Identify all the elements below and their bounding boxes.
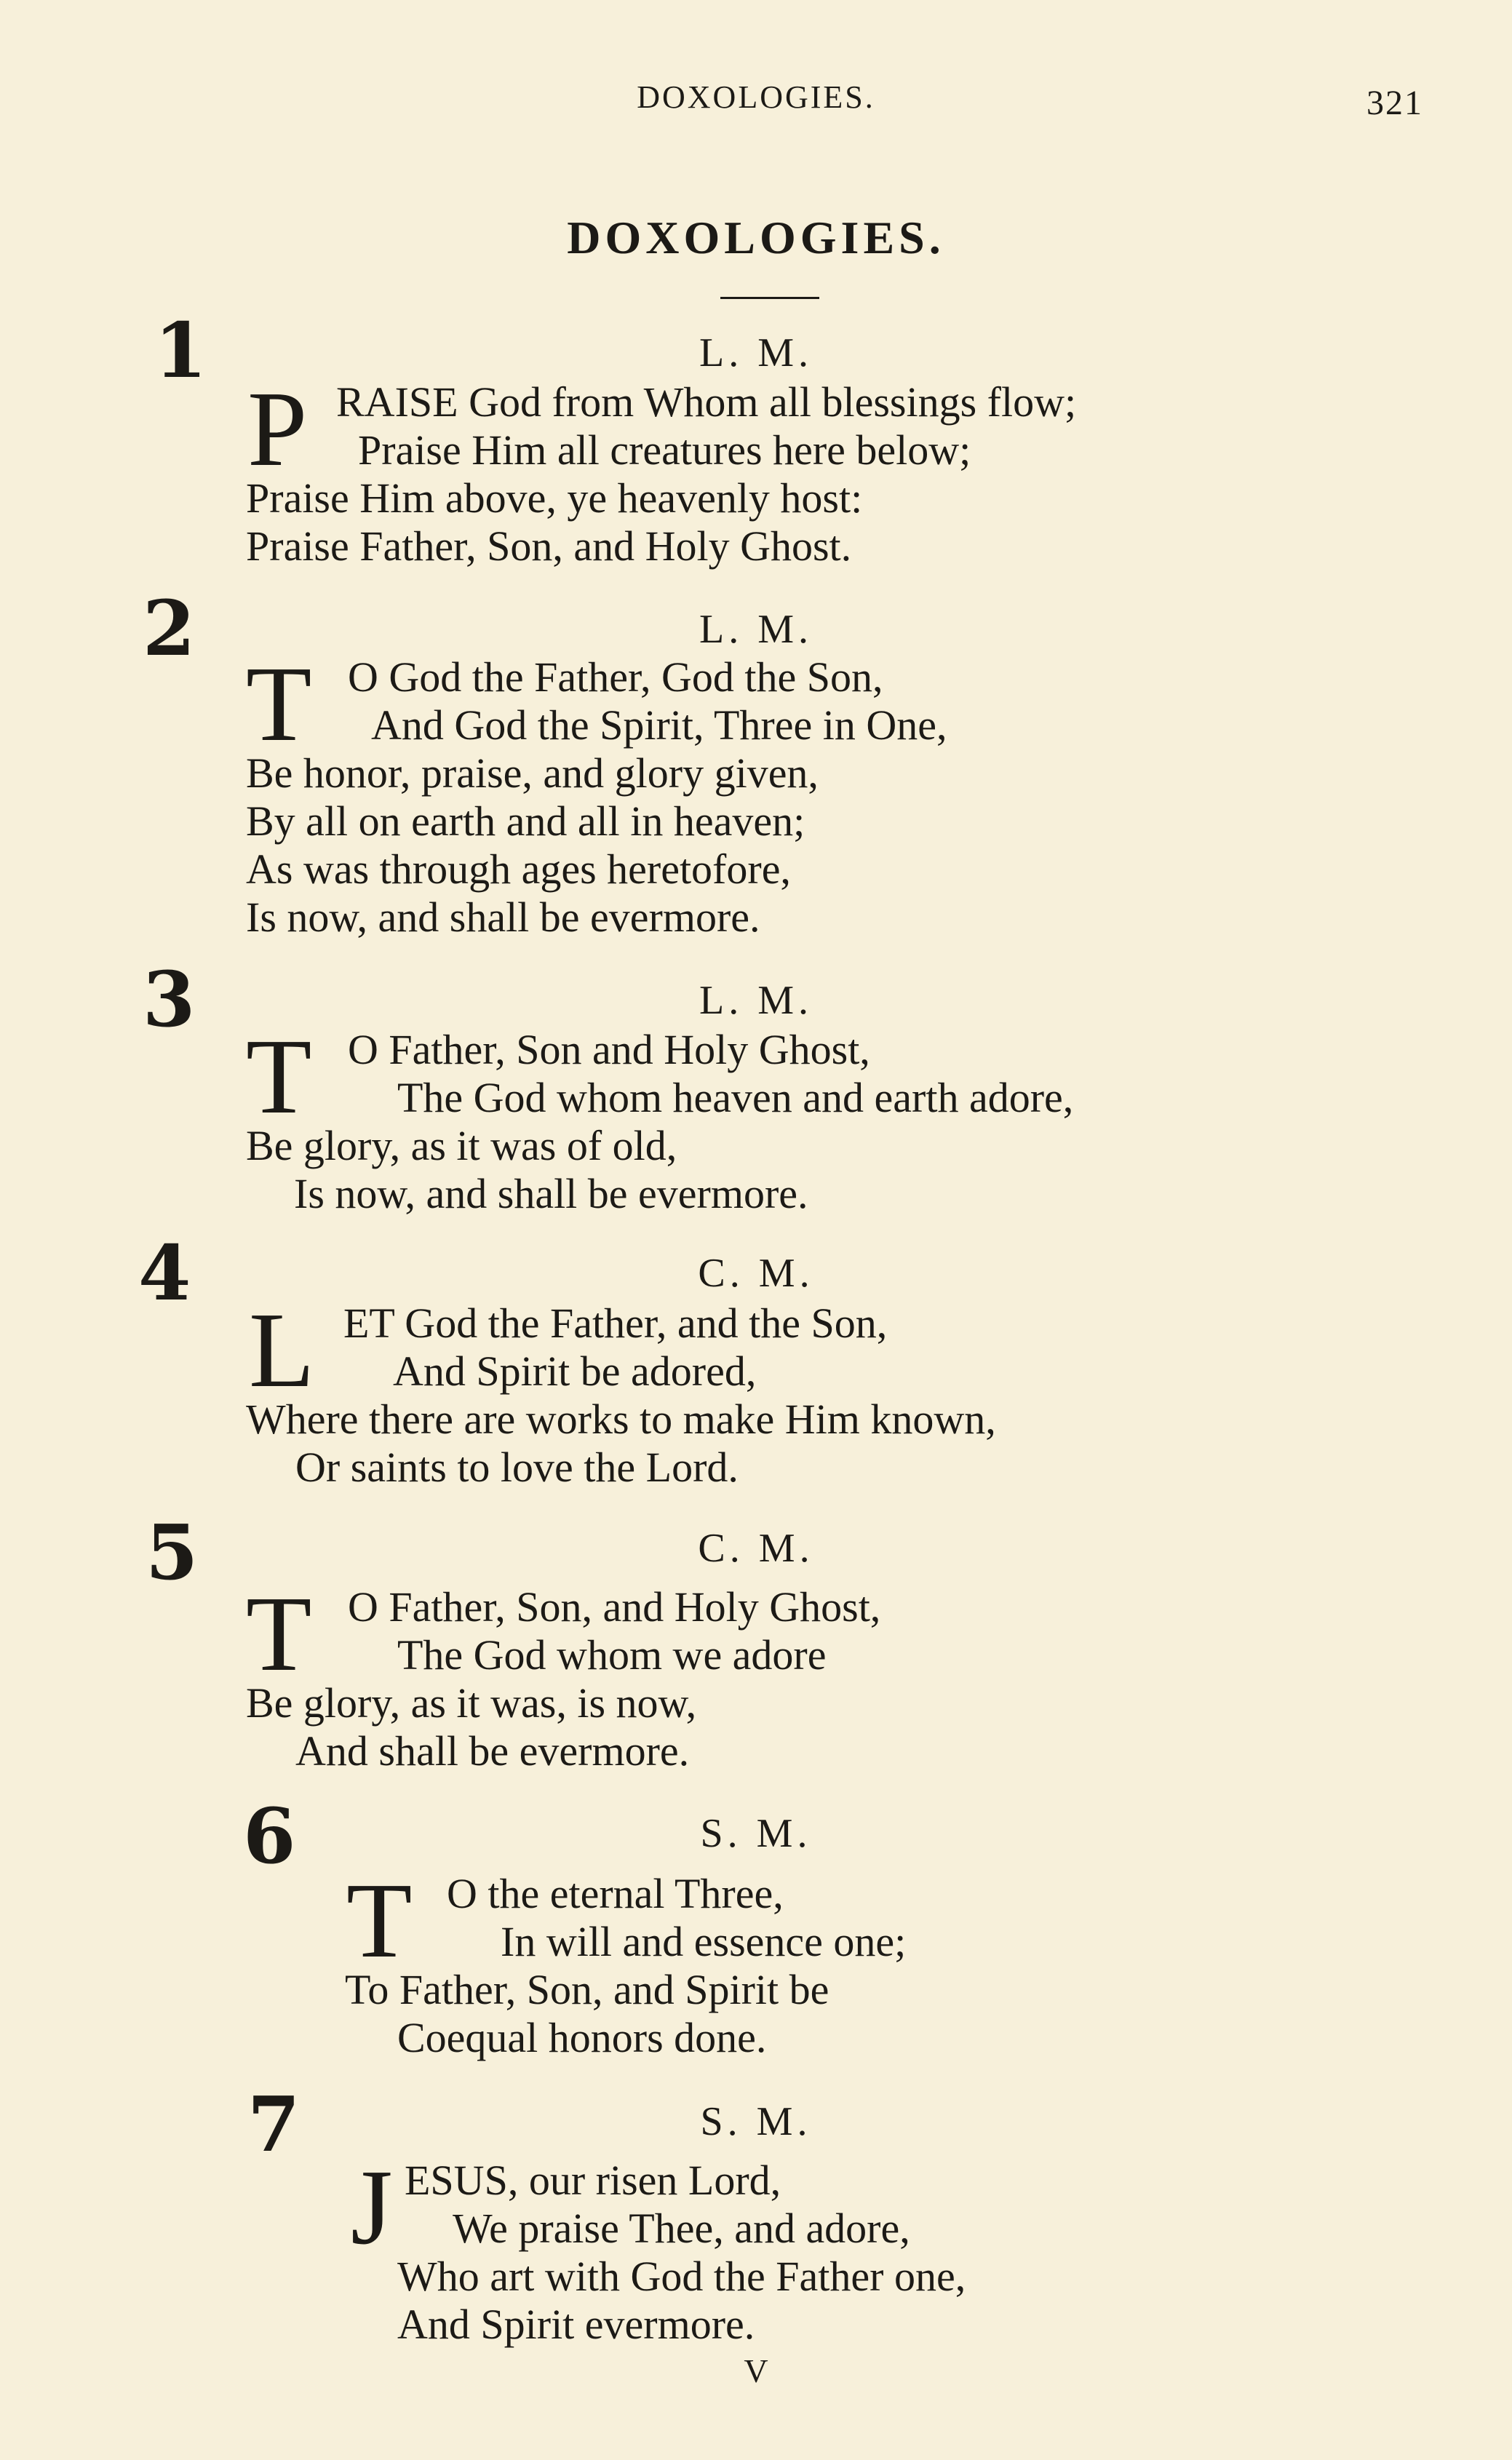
doxology-number: 1 (154, 306, 207, 395)
meter-label: S. M. (700, 2099, 812, 2144)
verse-line: RAISE God from Whom all blessings flow; (336, 378, 1077, 426)
verse-line: Coequal honors done. (397, 2014, 767, 2061)
verse-line: Is now, and shall be evermore. (246, 893, 760, 941)
drop-cap: J (351, 2148, 393, 2267)
verse-line: In will and essence one; (501, 1918, 907, 1965)
meter-label: L. M. (699, 607, 813, 652)
verse-line: To Father, Son, and Spirit be (345, 1966, 829, 2013)
doxology-number: 6 (243, 1791, 296, 1881)
page-number: 321 (1366, 84, 1423, 122)
signature-mark: V (744, 2352, 768, 2389)
drop-cap: T (346, 1861, 413, 1981)
meter-label: C. M. (698, 1526, 814, 1571)
verse-line: The God whom heaven and earth adore, (397, 1074, 1074, 1121)
verse-line: And Spirit be adored, (393, 1348, 757, 1395)
doxology-number: 7 (247, 2079, 301, 2169)
title-rule (720, 297, 819, 299)
verse-line: O Father, Son and Holy Ghost, (348, 1026, 870, 1073)
drop-cap: T (246, 1575, 312, 1694)
running-head: DOXOLOGIES. (637, 79, 875, 115)
verse-line: Praise Father, Son, and Holy Ghost. (246, 522, 852, 570)
doxology-number: 3 (143, 955, 196, 1044)
meter-label: L. M. (699, 978, 813, 1023)
drop-cap: T (246, 645, 312, 764)
verse-line: O God the Father, God the Son, (348, 653, 883, 701)
verse-line: And Spirit evermore. (397, 2301, 755, 2348)
drop-cap: L (249, 1291, 315, 1410)
verse-line: Is now, and shall be evermore. (294, 1170, 808, 1217)
verse-line: And God the Spirit, Three in One, (371, 701, 947, 749)
meter-label: S. M. (700, 1811, 812, 1856)
drop-cap: T (246, 1017, 312, 1137)
verse-line: The God whom we adore (397, 1631, 827, 1679)
verse-line: We praise Thee, and adore, (453, 2205, 910, 2252)
verse-line: Or saints to love the Lord. (295, 1444, 739, 1491)
meter-label: C. M. (698, 1251, 814, 1296)
drop-cap: P (247, 370, 308, 489)
verse-line: Be honor, praise, and glory given, (246, 749, 819, 797)
verse-line: ESUS, our risen Lord, (405, 2157, 781, 2204)
doxology-number: 2 (143, 584, 196, 673)
meter-label: L. M. (699, 330, 813, 375)
verse-line: Praise Him above, ye heavenly host: (246, 474, 863, 522)
page-title: DOXOLOGIES. (567, 212, 945, 263)
verse-line: O Father, Son, and Holy Ghost, (348, 1583, 881, 1631)
verse-line: Be glory, as it was, is now, (246, 1679, 697, 1727)
doxology-number: 5 (146, 1508, 199, 1597)
verse-line: Praise Him all creatures here below; (358, 426, 971, 474)
verse-line: Who art with God the Father one, (397, 2253, 966, 2300)
verse-line: ET God the Father, and the Son, (343, 1299, 888, 1347)
verse-line: As was through ages heretofore, (246, 845, 791, 893)
verse-line: Where there are works to make Him known, (246, 1396, 996, 1443)
doxology-number: 4 (138, 1228, 191, 1318)
verse-line: Be glory, as it was of old, (246, 1122, 677, 1169)
verse-line: And shall be evermore. (295, 1727, 690, 1775)
verse-line: O the eternal Three, (447, 1870, 784, 1917)
verse-line: By all on earth and all in heaven; (246, 797, 805, 845)
